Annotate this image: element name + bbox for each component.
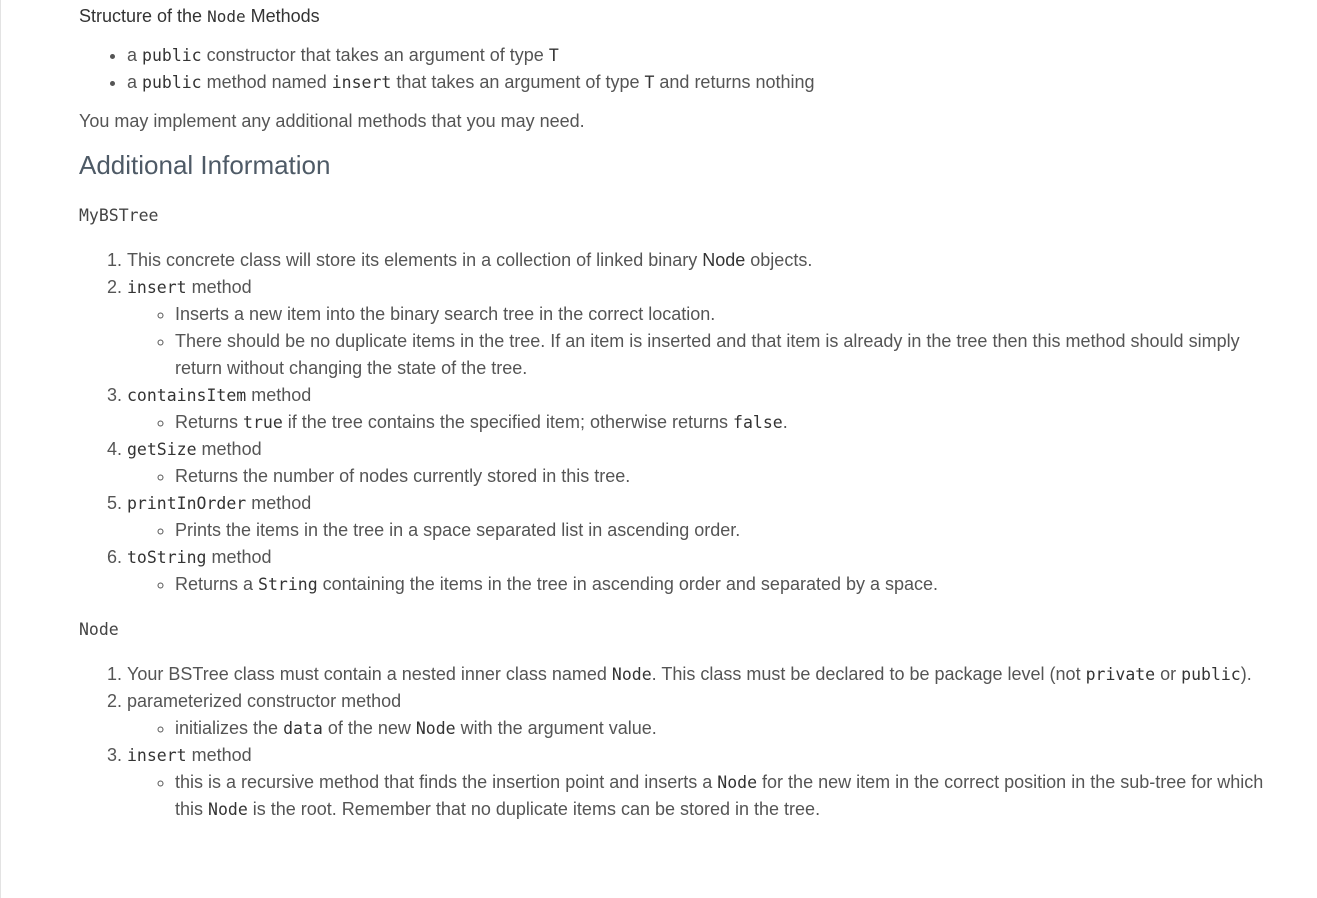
sub-list (127, 571, 1269, 598)
list-item: 3. containsItem method ◦ Returns true if the tree contains the specified item; otherwise returns false. (127, 382, 1279, 436)
list-item: 6. toString method ◦ Returns a String containing the items in the tree in ascending order and separated by a space. (127, 544, 1279, 598)
structure-title: Structure of the Node Methods (79, 6, 320, 26)
sub-list (127, 301, 1269, 382)
list-item: 1. This concrete class will store its elements in a collection of linked binary Node objects. (127, 247, 1279, 274)
sub-list-item: ◦ Returns true if the tree contains the specified item; otherwise returns false. (175, 409, 1269, 436)
list-item: 4. getSize method ◦ Returns the number of nodes currently stored in this tree. (127, 436, 1279, 490)
mybstree-requirements-list (79, 247, 1279, 598)
sub-list-item: ◦ Prints the items in the tree in a space separated list in ascending order. (175, 517, 1269, 544)
left-border (0, 0, 1, 898)
sub-list-item: ◦ There should be no duplicate items in the tree. If an item is inserted and that item is already in the tree then this method should simply return without changing the state of the tree. (175, 328, 1269, 382)
sub-list (127, 769, 1269, 823)
sub-list-item: ◦ Inserts a new item into the binary search tree in the correct location. (175, 301, 1269, 328)
sub-list (127, 517, 1269, 544)
mybstree-class-name: MyBSTree (79, 206, 159, 225)
document-content (79, 3, 1279, 841)
list-item: 3. insert method ◦ this is a recursive method that finds the insertion point and inserts a Node for the new item in the correct position in the sub-tree for which this Node is the root. Remember that no duplicate items can be stored in the tree. (127, 742, 1279, 823)
list-item: • a public method named insert that takes an argument of type T and returns nothing (127, 69, 1279, 96)
sub-list (127, 409, 1269, 436)
list-item: 1. Your BSTree class must contain a nested inner class named Node. This class must be declared to be package level (not private or public). (127, 661, 1279, 688)
node-class-name: Node (79, 620, 119, 639)
sub-list-item: ◦ Returns the number of nodes currently stored in this tree. (175, 463, 1269, 490)
sub-list-item: ◦ Returns a String containing the items in the tree in ascending order and separated by a space. (175, 571, 1269, 598)
list-item: 2. parameterized constructor method ◦ initializes the data of the new Node with the argument value. (127, 688, 1279, 742)
structure-bullet-list (79, 42, 1279, 96)
sub-list (127, 715, 1269, 742)
implementation-note: You may implement any additional methods that you may need. (79, 111, 585, 131)
structure-title-code: Node (207, 7, 246, 26)
sub-list (127, 463, 1269, 490)
node-requirements-list (79, 661, 1279, 823)
list-item: • a public constructor that takes an argument of type T (127, 42, 1279, 69)
list-item: 5. printInOrder method ◦ Prints the items in the tree in a space separated list in ascending order. (127, 490, 1279, 544)
additional-information-heading: Additional Information (79, 150, 331, 180)
list-item: 2. insert method ◦ Inserts a new item into the binary search tree in the correct location. ◦ There should be no duplicate items in the tree. If an item is inserted and that item is already in the tree then this method should simply return without changing the state of the tree. (127, 274, 1279, 382)
sub-list-item: ◦ this is a recursive method that finds the insertion point and inserts a Node for the new item in the correct position in the sub-tree for which this Node is the root. Remember that no duplicate items can be stored in the tree. (175, 769, 1269, 823)
sub-list-item: ◦ initializes the data of the new Node with the argument value. (175, 715, 1269, 742)
